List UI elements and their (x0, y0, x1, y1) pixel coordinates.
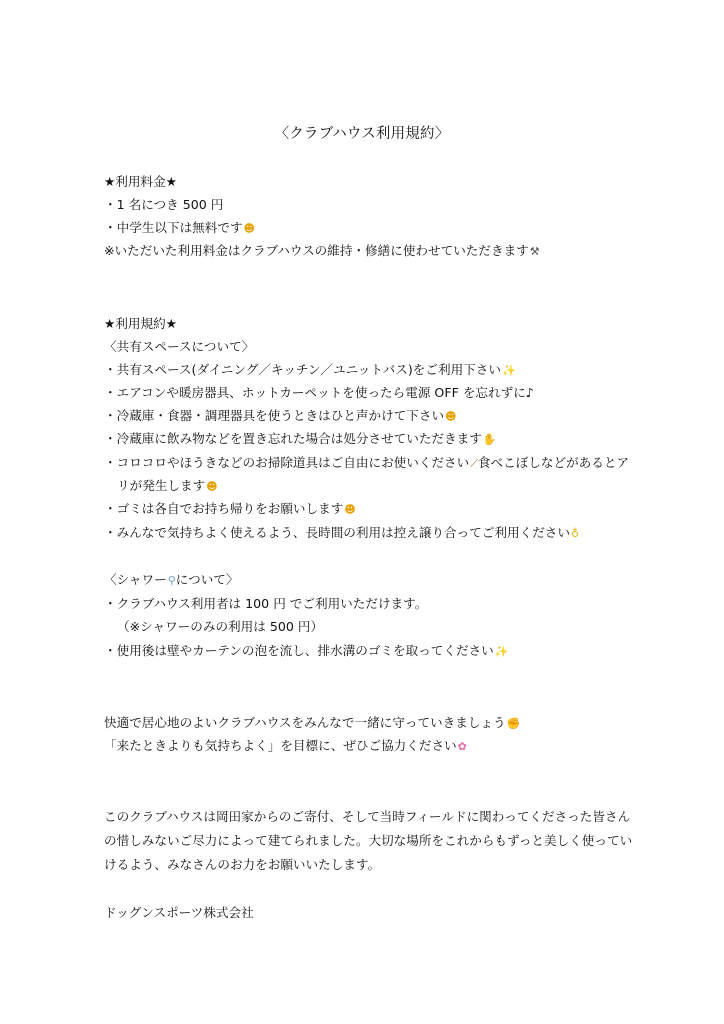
closing-line (104, 738, 467, 755)
rule-item (104, 408, 457, 425)
flower-icon: ✿ (457, 740, 467, 753)
closing-text: 「来たときよりも気持ちよく」を目標に、ぜひご協力ください (104, 738, 457, 753)
rule-item-text: ・冷蔵庫に飲み物などを置き忘れた場合は処分させていただきます (104, 431, 482, 446)
rule-item (104, 431, 497, 448)
acknowledgement-line: けるよう、みなさんのお力をお願いいたします。 (104, 857, 381, 872)
hammer-icon: ⚒ (529, 245, 540, 258)
rule-item-text: ・みんなで気持ちよく使えるよう、長時間の利用は控え譲り合ってご利用ください (104, 525, 570, 540)
shower-item-text: ・使用後は壁やカーテンの泡を流し、排水溝のゴミを取ってください (104, 643, 494, 658)
company-name: ドッグンスポーツ株式会社 (104, 905, 254, 920)
closing-text: 快適で居心地のよいクラブハウスをみんなで一緒に守っていきましょう (104, 715, 506, 730)
fee-note (104, 243, 540, 260)
rule-item-text: ・エアコンや暖房器具、ホットカーペットを使ったら電源 OFF を忘れずに♪ (104, 385, 534, 400)
smile-icon: ☻ (243, 222, 255, 235)
rule-item-text: ・冷蔵庫・食器・調理器具を使うときはひと声かけて下さい (104, 408, 445, 423)
shower-icon: ⚲ (167, 574, 176, 587)
shower-item-text: （※シャワーのみの利用は 500 円） (117, 619, 324, 634)
fee-item (104, 197, 223, 213)
shower-item (104, 643, 508, 660)
page-title: 〈クラブハウス利用規約〉 (274, 126, 450, 142)
rule-item-text: ・共有スペース(ダイニング／キッチン／ユニットバス)をご利用下さい (104, 362, 501, 377)
fee-heading: ★利用料金★ (104, 174, 177, 189)
rule-item (104, 501, 356, 518)
smile-icon: ☻ (206, 480, 218, 493)
pray-icon: ✋ (482, 433, 497, 446)
rule-item-text: ・コロコロやほうきなどのお掃除道具はご自由にお使いください (104, 455, 470, 470)
rule-item (104, 525, 579, 542)
shower-item (104, 596, 427, 612)
fee-item-text: ・中学生以下は無料です (104, 220, 243, 235)
shower-item-text: ・クラブハウス利用者は 100 円 でご利用いただけます。 (104, 596, 428, 611)
closing-line (104, 715, 520, 732)
rule-item (104, 362, 516, 379)
lightbulb-icon: ♁ (570, 527, 580, 540)
rule-item (104, 455, 629, 472)
acknowledgement-line: の惜しみないご尽力によって建てられました。大切な場所をこれからもずっと美しく使ってい (104, 833, 633, 848)
shower-heading-after: について〉 (175, 572, 239, 587)
fee-note-text: ※いただいた利用料金はクラブハウスの維持・修繕に使わせていただきます (104, 243, 529, 258)
rule-item-text: リが発生します (117, 478, 206, 493)
rules-heading: ★利用規約★ (104, 316, 177, 331)
rule-item-text-cont: 食べこぼしなどがあるとア (477, 455, 630, 470)
rule-item-continuation (117, 478, 218, 495)
rule-item-text: ・ゴミは各自でお持ち帰りをお願いします (104, 501, 344, 516)
shared-space-heading: 〈共有スペースについて〉 (104, 339, 255, 354)
shower-item-note (117, 619, 323, 635)
fee-item-text: ・1 名につき 500 円 (104, 197, 224, 212)
fee-item (104, 220, 255, 237)
sparkle-icon: ✨ (501, 364, 516, 377)
shower-heading-before: 〈シャワー (104, 572, 167, 587)
smile-icon: ☻ (445, 410, 457, 423)
rule-item (104, 385, 534, 401)
acknowledgement-line: このクラブハウスは岡田家からのご寄付、そして当時フィールドに関わってくださった皆さん (104, 809, 631, 824)
sparkle-icon: ✨ (494, 645, 509, 658)
smile-icon: ☻ (344, 503, 356, 516)
shower-heading (104, 572, 239, 589)
flexed-biceps-icon: ✊ (506, 717, 521, 730)
broom-icon: ⟋ (470, 457, 478, 470)
